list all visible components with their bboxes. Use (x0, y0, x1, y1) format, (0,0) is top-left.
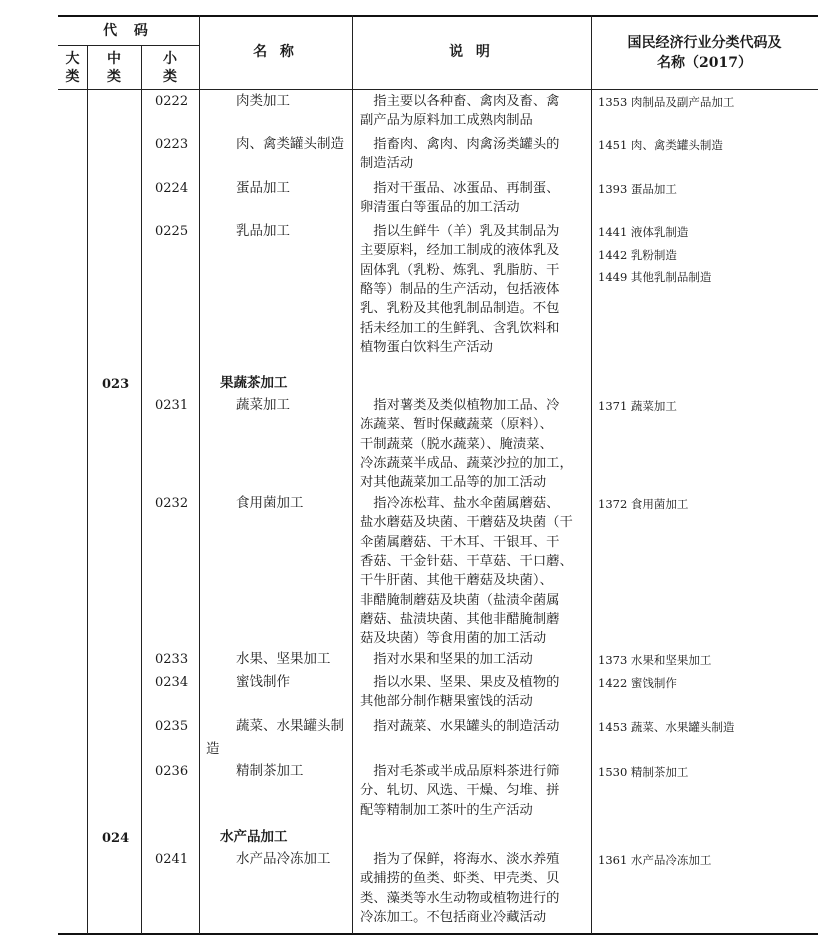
col-divider-5 (591, 15, 592, 934)
reference-code: 1422 蜜饯制作 (598, 676, 677, 690)
item-description: 蘑菇、盐渍块菌、其他非醋腌制蘑 (360, 611, 560, 627)
item-description: 指对干蛋品、冰蛋品、再制蛋、 (360, 181, 560, 196)
item-description: 干牛肝菌、其他干蘑菇及块菌）、 (360, 573, 553, 589)
section-title: 果蔬茶加工 (220, 375, 288, 391)
minor-code: 0223 (155, 137, 189, 152)
table-top-rule (58, 15, 818, 17)
medium-code: 023 (102, 377, 130, 392)
minor-code: 0222 (155, 94, 189, 109)
reference-code: 1449 其他乳制品制造 (598, 270, 712, 284)
reference-code: 1371 蔬菜加工 (598, 399, 677, 413)
minor-code: 0236 (155, 764, 189, 779)
item-description: 其他部分制作糖果蜜饯的活动 (360, 694, 533, 710)
header-reference: 国民经济行业分类代码及 名称（2017） (627, 35, 782, 71)
minor-code: 0232 (155, 496, 189, 511)
item-name: 造 (206, 741, 220, 757)
item-name: 蔬菜、水果罐头制 (236, 718, 344, 734)
header-code-group: 代 码 (103, 23, 154, 39)
item-description: 或捕捞的鱼类、虾类、甲壳类、贝 (360, 871, 560, 887)
header-description: 说 明 (449, 44, 494, 60)
item-description: 指冷冻松茸、盐水伞菌属蘑菇、 (360, 496, 560, 511)
minor-code: 0235 (155, 719, 189, 734)
item-description: 对其他蔬菜加工品等的加工活动 (360, 475, 547, 491)
item-name: 蜜饯制作 (236, 674, 290, 690)
item-description: 制造活动 (360, 156, 414, 172)
item-description: 指主要以各种畜、禽肉及畜、禽 (360, 94, 560, 109)
item-name: 精制茶加工 (236, 763, 304, 779)
item-name: 食用菌加工 (236, 495, 304, 511)
header-name: 名 称 (253, 44, 298, 60)
header-sub-rule (58, 45, 199, 46)
item-description: 酪等）制品的生产活动，包括液体 (360, 281, 560, 297)
table-bottom-rule (58, 933, 818, 935)
item-description: 菇及块菌）等食用菌的加工活动 (360, 631, 547, 647)
reference-code: 1361 水产品冷冻加工 (598, 853, 712, 867)
medium-code: 024 (102, 831, 130, 846)
minor-code: 0234 (155, 675, 189, 690)
item-name: 水果、坚果加工 (236, 651, 331, 667)
col-divider-4 (352, 15, 353, 934)
item-name: 水产品冷冻加工 (236, 851, 331, 867)
reference-code: 1453 蔬菜、水果罐头制造 (598, 720, 735, 734)
item-description: 指畜肉、禽肉、肉禽汤类罐头的 (360, 137, 560, 152)
item-description: 干制蔬菜（脱水蔬菜）、腌渍菜、 (360, 436, 553, 452)
header-medium: 中 类 (107, 51, 121, 85)
item-description: 乳、乳粉及其他乳制品制造。不包 (360, 301, 560, 317)
item-description: 非醋腌制蘑菇及块菌（盐渍伞菌属 (360, 592, 560, 608)
reference-code: 1393 蛋品加工 (598, 182, 677, 196)
item-description: 指为了保鲜，将海水、淡水养殖 (360, 852, 560, 867)
item-description: 固体乳（乳粉、炼乳、乳脂肪、干 (360, 262, 560, 278)
item-description: 类、藻类等水生动物或植物进行的 (360, 890, 560, 906)
header-major: 大 类 (65, 51, 80, 85)
item-name: 肉、禽类罐头制造 (236, 136, 344, 152)
section-title: 水产品加工 (220, 829, 288, 845)
item-description: 分、轧切、风选、干燥、匀堆、拼 (360, 783, 560, 799)
item-description: 副产品为原料加工成熟肉制品 (360, 113, 533, 129)
item-description: 冷冻蔬菜半成品、蔬菜沙拉的加工， (360, 455, 573, 471)
col-divider-2 (141, 45, 142, 934)
item-description: 指对薯类及类似植物加工品、冷 (360, 398, 560, 413)
reference-code: 1451 肉、禽类罐头制造 (598, 138, 723, 152)
item-description: 括未经加工的生鲜乳、含乳饮料和 (360, 320, 560, 336)
item-description: 冷冻加工。不包括商业冷藏活动 (360, 909, 547, 925)
item-description: 指对蔬菜、水果罐头的制造活动 (360, 719, 560, 734)
item-name: 乳品加工 (236, 223, 290, 239)
item-name: 蔬菜加工 (236, 397, 290, 413)
item-description: 冻蔬菜、暂时保藏蔬菜（原料）、 (360, 417, 553, 433)
header-minor: 小 类 (163, 51, 177, 85)
minor-code: 0225 (155, 224, 189, 239)
reference-code: 1353 肉制品及副产品加工 (598, 95, 735, 109)
minor-code: 0233 (155, 652, 189, 667)
item-description: 卵清蛋白等蛋品的加工活动 (360, 200, 520, 216)
reference-code: 1441 液体乳制造 (598, 225, 689, 239)
reference-code: 1372 食用菌加工 (598, 497, 689, 511)
reference-code: 1442 乳粉制造 (598, 247, 677, 262)
item-description: 香菇、干金针菇、干草菇、干口蘑、 (360, 553, 573, 569)
item-description: 指以水果、坚果、果皮及植物的 (360, 675, 560, 690)
item-description: 盐水蘑菇及块菌、干蘑菇及块菌（干 (360, 515, 573, 531)
item-description: 指对毛茶或半成品原料茶进行筛 (360, 764, 560, 779)
minor-code: 0241 (155, 852, 189, 867)
col-divider-3 (199, 15, 200, 934)
reference-code: 1373 水果和坚果加工 (598, 653, 712, 667)
col-divider-1 (87, 45, 88, 934)
item-description: 指以生鲜牛（羊）乳及其制品为 (360, 224, 560, 239)
minor-code: 0224 (155, 181, 189, 196)
item-description: 主要原料，经加工制成的液体乳及 (360, 243, 560, 259)
header-bottom-rule (58, 89, 818, 90)
item-description: 植物蛋白饮料生产活动 (360, 339, 493, 355)
minor-code: 0231 (155, 398, 189, 413)
item-name: 蛋品加工 (236, 180, 290, 196)
item-description: 指对水果和坚果的加工活动 (360, 652, 533, 667)
item-description: 伞菌属蘑菇、干木耳、干银耳、干 (360, 534, 560, 550)
item-name: 肉类加工 (236, 93, 290, 109)
item-description: 配等精制加工茶叶的生产活动 (360, 802, 533, 818)
reference-code: 1530 精制茶加工 (598, 765, 689, 779)
